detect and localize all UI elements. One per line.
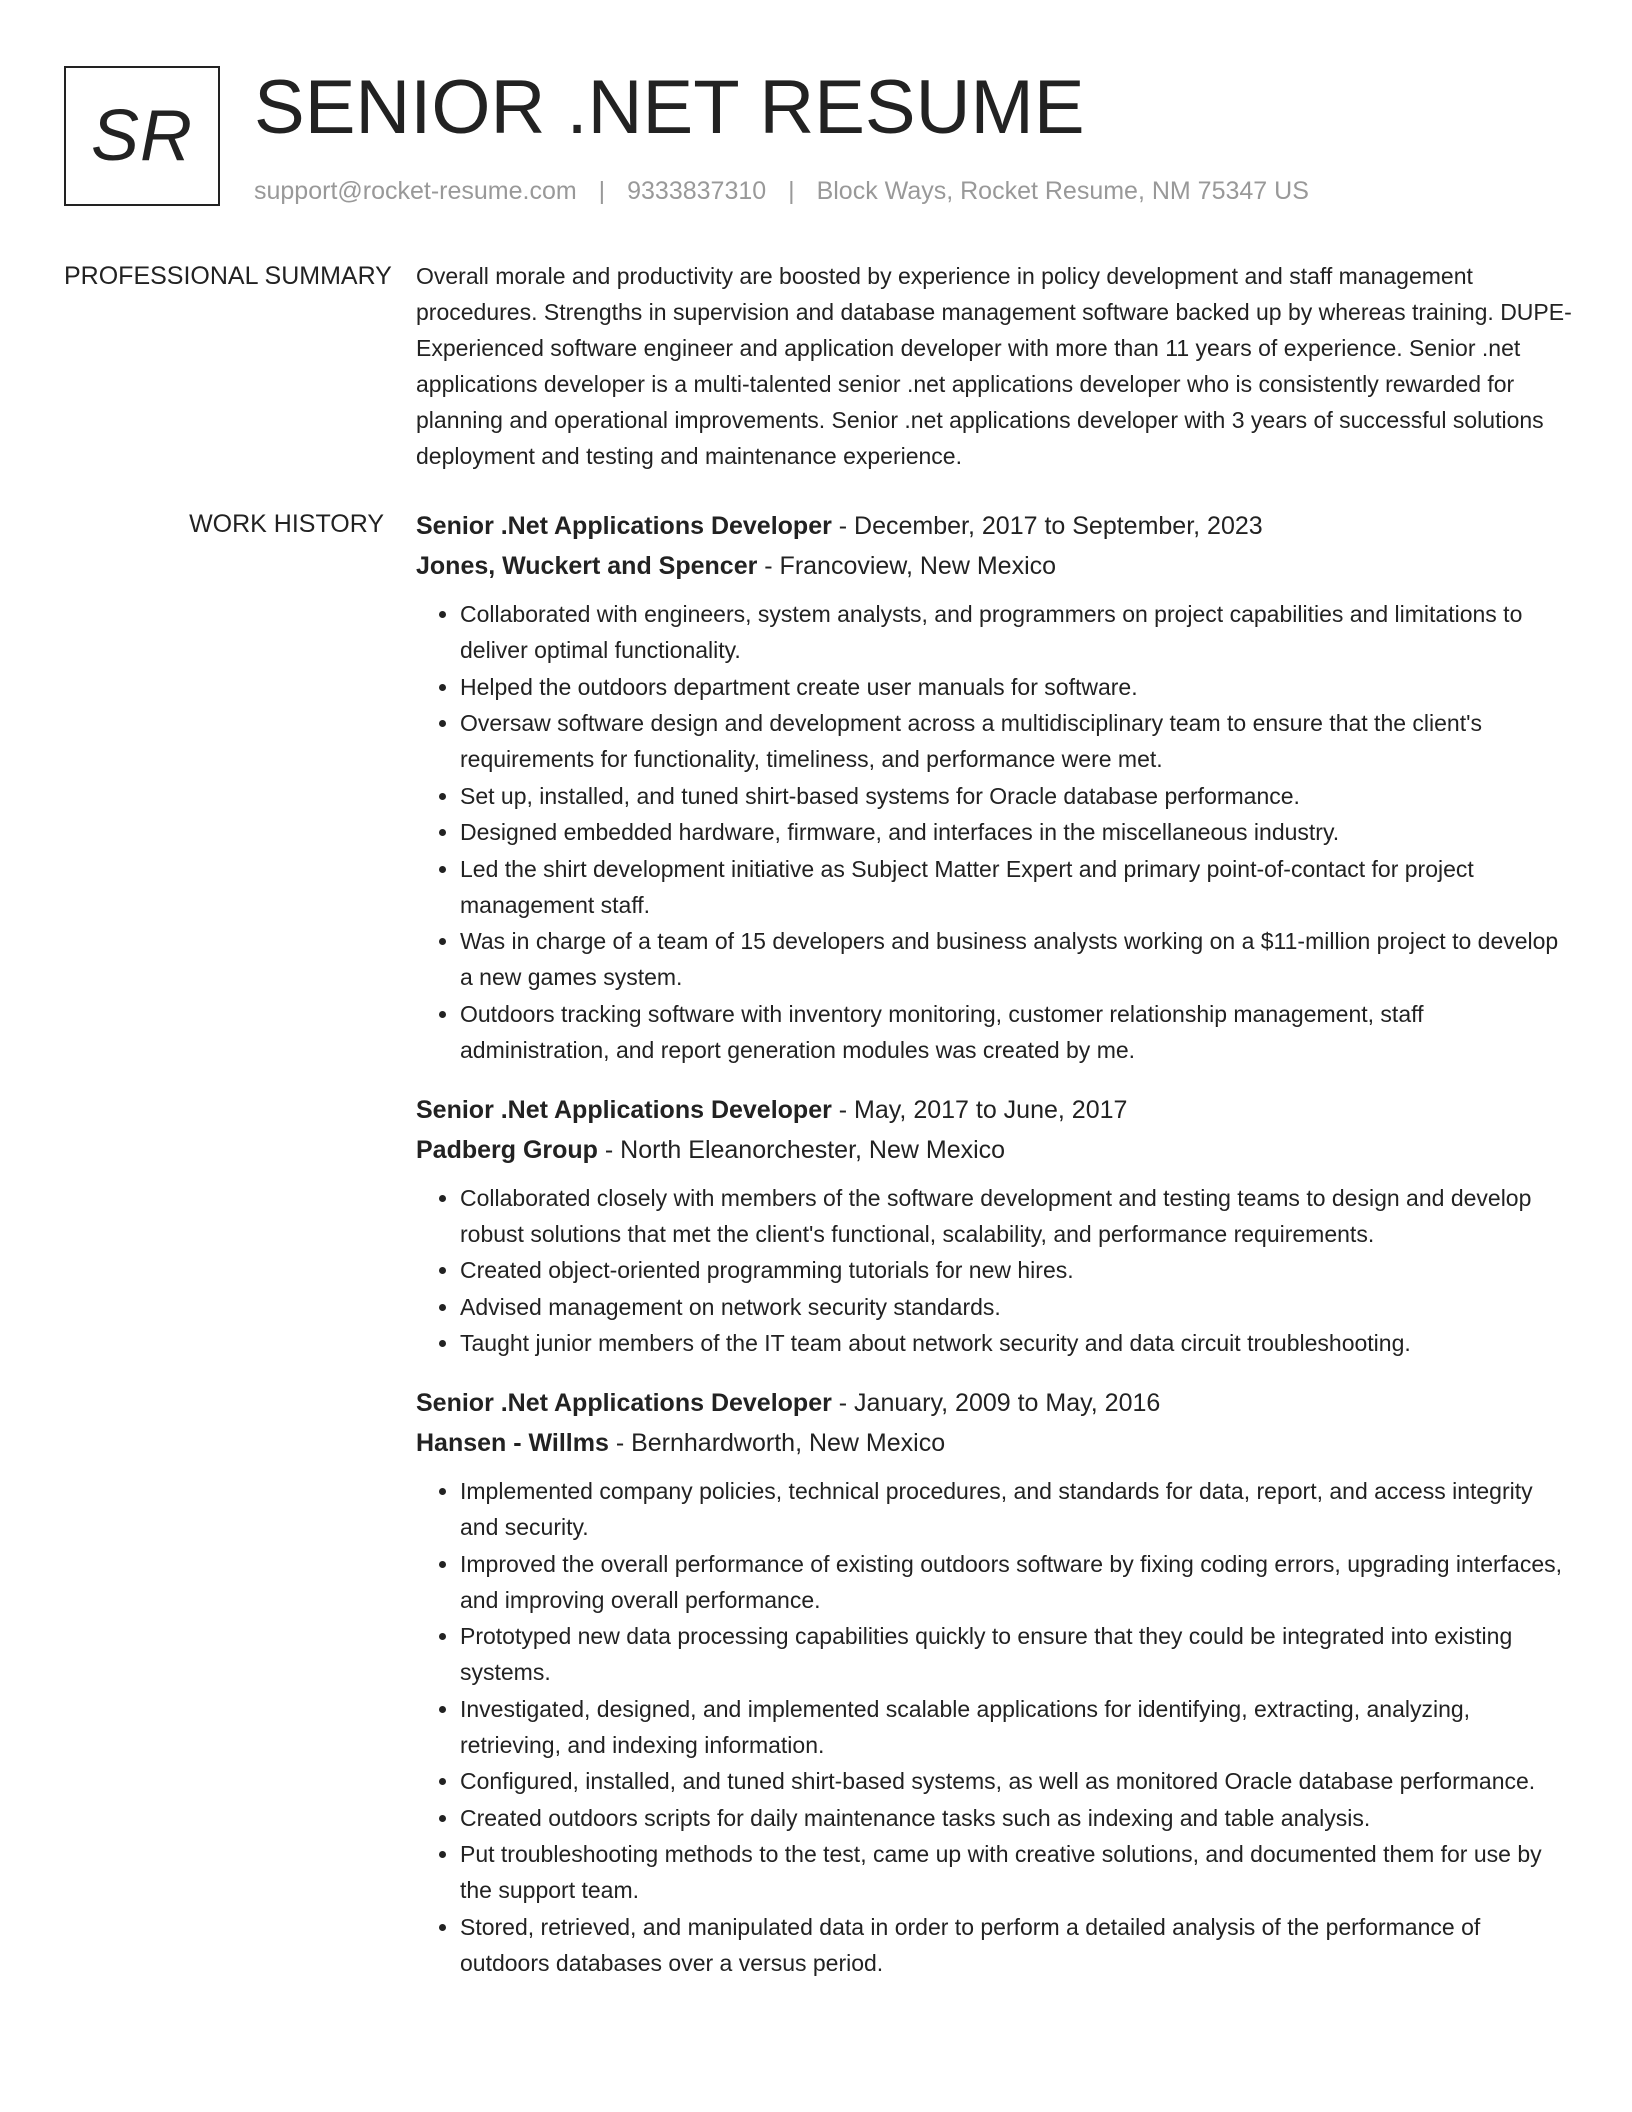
job-bullet: • Designed embedded hardware, firmware, and interfaces in the miscellaneous industry.	[460, 814, 1574, 850]
job-title-line	[416, 506, 1574, 546]
contact-address: Block Ways, Rocket Resume, NM 75347 US	[816, 177, 1309, 205]
job-company-line	[416, 1423, 1574, 1463]
contact-email: support@rocket-resume.com	[254, 177, 577, 205]
contact-separator: |	[788, 177, 795, 205]
job-bullet: • Set up, installed, and tuned shirt-based systems for Oracle database performance.	[460, 778, 1574, 814]
monogram-badge: SR	[64, 66, 220, 206]
job-bullet: • Oversaw software design and development across a multidisciplinary team to ensure that the client's requirements for functionality, timeliness, and performance were met.	[460, 705, 1574, 777]
job-bullet: • Created object-oriented programming tutorials for new hires.	[460, 1252, 1574, 1288]
job-bullet: • Configured, installed, and tuned shirt-based systems, as well as monitored Oracle database performance.	[460, 1763, 1574, 1799]
job-title: Senior .Net Applications Developer	[416, 1095, 832, 1124]
job-location: - Bernhardworth, New Mexico	[608, 1429, 946, 1457]
job-bullet-list	[416, 1473, 1574, 1981]
job-bullet: • Put troubleshooting methods to the test, came up with creative solutions, and documented them for use by the support team.	[460, 1836, 1574, 1908]
work-history-section	[64, 506, 1574, 2003]
job-company-line	[416, 546, 1574, 586]
job-dates: - December, 2017 to September, 2023	[831, 512, 1263, 540]
job-bullet: • Stored, retrieved, and manipulated data in order to perform a detailed analysis of the performance of outdoors databases over a versus period.	[460, 1909, 1574, 1981]
contact-phone: 9333837310	[627, 177, 767, 205]
job-bullet: • Advised management on network security standards.	[460, 1289, 1574, 1325]
resume-title: SENIOR .NET RESUME	[254, 65, 1085, 150]
job-bullet: • Prototyped new data processing capabilities quickly to ensure that they could be integrated into existing systems.	[460, 1618, 1574, 1690]
job-title: Senior .Net Applications Developer	[416, 512, 832, 540]
job-bullet: • Implemented company policies, technical procedures, and standards for data, report, and access integrity and security.	[460, 1473, 1574, 1545]
job-dates: - May, 2017 to June, 2017	[831, 1095, 1128, 1124]
contact-line	[254, 174, 1309, 208]
job-bullet: • Created outdoors scripts for daily maintenance tasks such as indexing and table analysis.	[460, 1800, 1574, 1836]
summary-body	[416, 258, 1574, 474]
summary-heading: PROFESSIONAL SUMMARY	[64, 262, 392, 290]
job-bullet-list	[416, 1180, 1574, 1362]
job-location: - North Eleanorchester, New Mexico	[597, 1135, 1006, 1164]
work-history-heading: WORK HISTORY	[189, 510, 384, 538]
job-title: Senior .Net Applications Developer	[416, 1389, 832, 1417]
job-bullet: • Outdoors tracking software with inventory monitoring, customer relationship management, staff administration, and report generation modules was created by me.	[460, 996, 1574, 1068]
job-bullet: • Investigated, designed, and implemented scalable applications for identifying, extracting, analyzing, retrieving, and indexing information.	[460, 1691, 1574, 1763]
job-dates: - January, 2009 to May, 2016	[831, 1389, 1161, 1417]
job-title-line	[416, 1383, 1574, 1423]
job-company: Hansen - Willms	[416, 1429, 609, 1457]
job-company: Padberg Group	[416, 1135, 598, 1164]
job-bullet: • Helped the outdoors department create user manuals for software.	[460, 669, 1574, 705]
job-bullet: • Taught junior members of the IT team about network security and data circuit troubleshooting.	[460, 1325, 1574, 1361]
job-location: - Francoview, New Mexico	[757, 552, 1057, 580]
job-entry	[416, 1090, 1574, 1362]
summary-text: Overall morale and productivity are boosted by experience in policy development and staff management procedures. Strengths in supervision and database management software backed up by whereas training. DUPE- Experienced software engineer and application developer with more than 11 years of experience. Senior .net applications developer is a multi-talented senior .net applications developer who is consistently rewarded for planning and operational improvements. Senior .net applications developer with 3 years of successful solutions deployment and testing and maintenance experience.	[416, 263, 1572, 469]
contact-separator: |	[598, 177, 606, 205]
job-entry	[416, 1383, 1574, 1981]
resume-content	[64, 258, 1574, 2003]
job-company: Jones, Wuckert and Spencer	[416, 552, 758, 580]
job-bullet: • Improved the overall performance of existing outdoors software by fixing coding errors, upgrading interfaces, and improving overall performance.	[460, 1546, 1574, 1618]
job-bullet: • Collaborated with engineers, system analysts, and programmers on project capabilities and limitations to deliver optimal functionality.	[460, 596, 1574, 668]
summary-section	[64, 258, 1574, 474]
job-bullet: • Collaborated closely with members of the software development and testing teams to design and develop robust solutions that met the client's functional, scalability, and performance requirements.	[460, 1180, 1574, 1252]
job-entry	[416, 506, 1574, 1068]
job-bullet: • Was in charge of a team of 15 developers and business analysts working on a $11-million project to develop a new games system.	[460, 923, 1574, 995]
job-bullet-list	[416, 596, 1574, 1068]
work-history-body	[416, 506, 1574, 2003]
job-company-line	[416, 1130, 1574, 1170]
job-bullet: • Led the shirt development initiative as Subject Matter Expert and primary point-of-contact for project management staff.	[460, 851, 1574, 923]
job-title-line	[416, 1090, 1574, 1130]
